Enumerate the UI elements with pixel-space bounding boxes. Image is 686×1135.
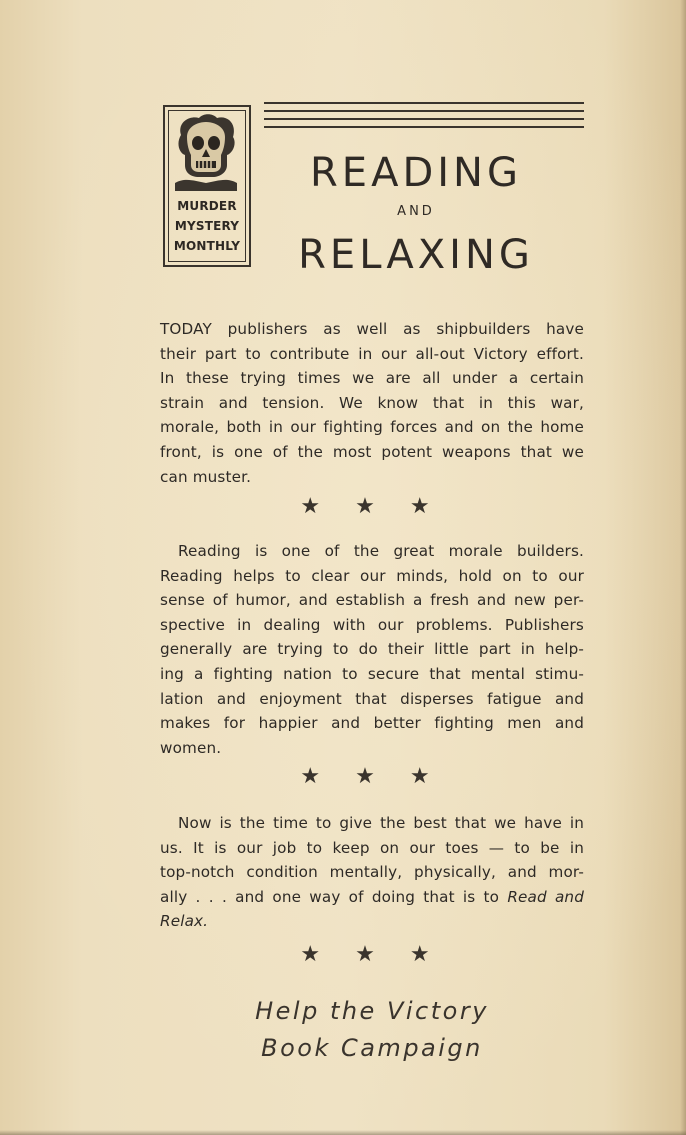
text-line: their part to contribute in our all-out Victory effort. xyxy=(160,344,584,363)
paragraph-now xyxy=(160,811,584,934)
text-line: top-notch condition mentally, physically, and mor- xyxy=(160,863,584,882)
heading-and: AND xyxy=(397,204,435,219)
text-line: strain and tension. We know that in this war, xyxy=(160,393,584,412)
text-line: TODAY publishers as well as shipbuilders have xyxy=(160,320,584,338)
decorative-rules xyxy=(264,102,584,130)
italic-phrase: Read and xyxy=(507,887,584,906)
paragraph-reading xyxy=(160,539,584,760)
text-line: Reading helps to clear our minds, hold on to our xyxy=(160,566,584,585)
rule-line xyxy=(264,102,584,104)
text-segment: ally . . . and one way of doing that is to xyxy=(160,887,500,906)
logo-word-mystery: MYSTERY xyxy=(174,219,240,233)
text-line: sense of humor, and establish a fresh and new per- xyxy=(160,591,584,610)
paragraph-today xyxy=(160,317,584,489)
text-line: us. It is our job to keep on our toes — to be in xyxy=(160,838,584,857)
closing-line-2: Book Campaign xyxy=(261,1034,483,1062)
text-line: women. xyxy=(160,738,222,757)
italic-phrase: Relax. xyxy=(160,912,209,931)
text-line: spective in dealing with our problems. Publishers xyxy=(160,615,584,634)
text-line: generally are trying to do their little part in help- xyxy=(160,640,584,659)
heading-relaxing: RELAXING xyxy=(298,232,534,278)
closing-line-1: Help the Victory xyxy=(255,997,489,1025)
publisher-logo xyxy=(163,105,251,267)
logo-word-murder: MURDER xyxy=(177,199,237,213)
heading-reading: READING xyxy=(310,150,522,196)
rule-line xyxy=(264,118,584,120)
text-line: can muster. xyxy=(160,467,252,486)
text-line: In these trying times we are all under a certain xyxy=(160,369,584,388)
text-line xyxy=(160,885,584,910)
star-separator: ★ ★ ★ xyxy=(300,942,444,967)
text-line: makes for happier and better fighting men and xyxy=(160,714,584,733)
text-line: Now is the time to give the best that we have in xyxy=(178,814,584,832)
text-line: morale, both in our fighting forces and on the home xyxy=(160,418,584,437)
logo-word-monthly: MONTHLY xyxy=(173,239,241,253)
star-separator: ★ ★ ★ xyxy=(300,494,444,519)
rule-line xyxy=(264,110,584,112)
text-line: lation and enjoyment that disperses fatigue and xyxy=(160,689,584,708)
page-edge-shadow xyxy=(680,0,686,1135)
text-line: ing a fighting nation to secure that mental stimu- xyxy=(160,664,584,683)
rule-line xyxy=(264,126,584,128)
text-line: Reading is one of the great morale builders. xyxy=(178,542,584,560)
page-bottom-shadow xyxy=(0,1130,686,1135)
star-separator: ★ ★ ★ xyxy=(300,764,444,789)
skull-icon xyxy=(173,113,239,191)
text-line: front, is one of the most potent weapons that we xyxy=(160,442,584,461)
